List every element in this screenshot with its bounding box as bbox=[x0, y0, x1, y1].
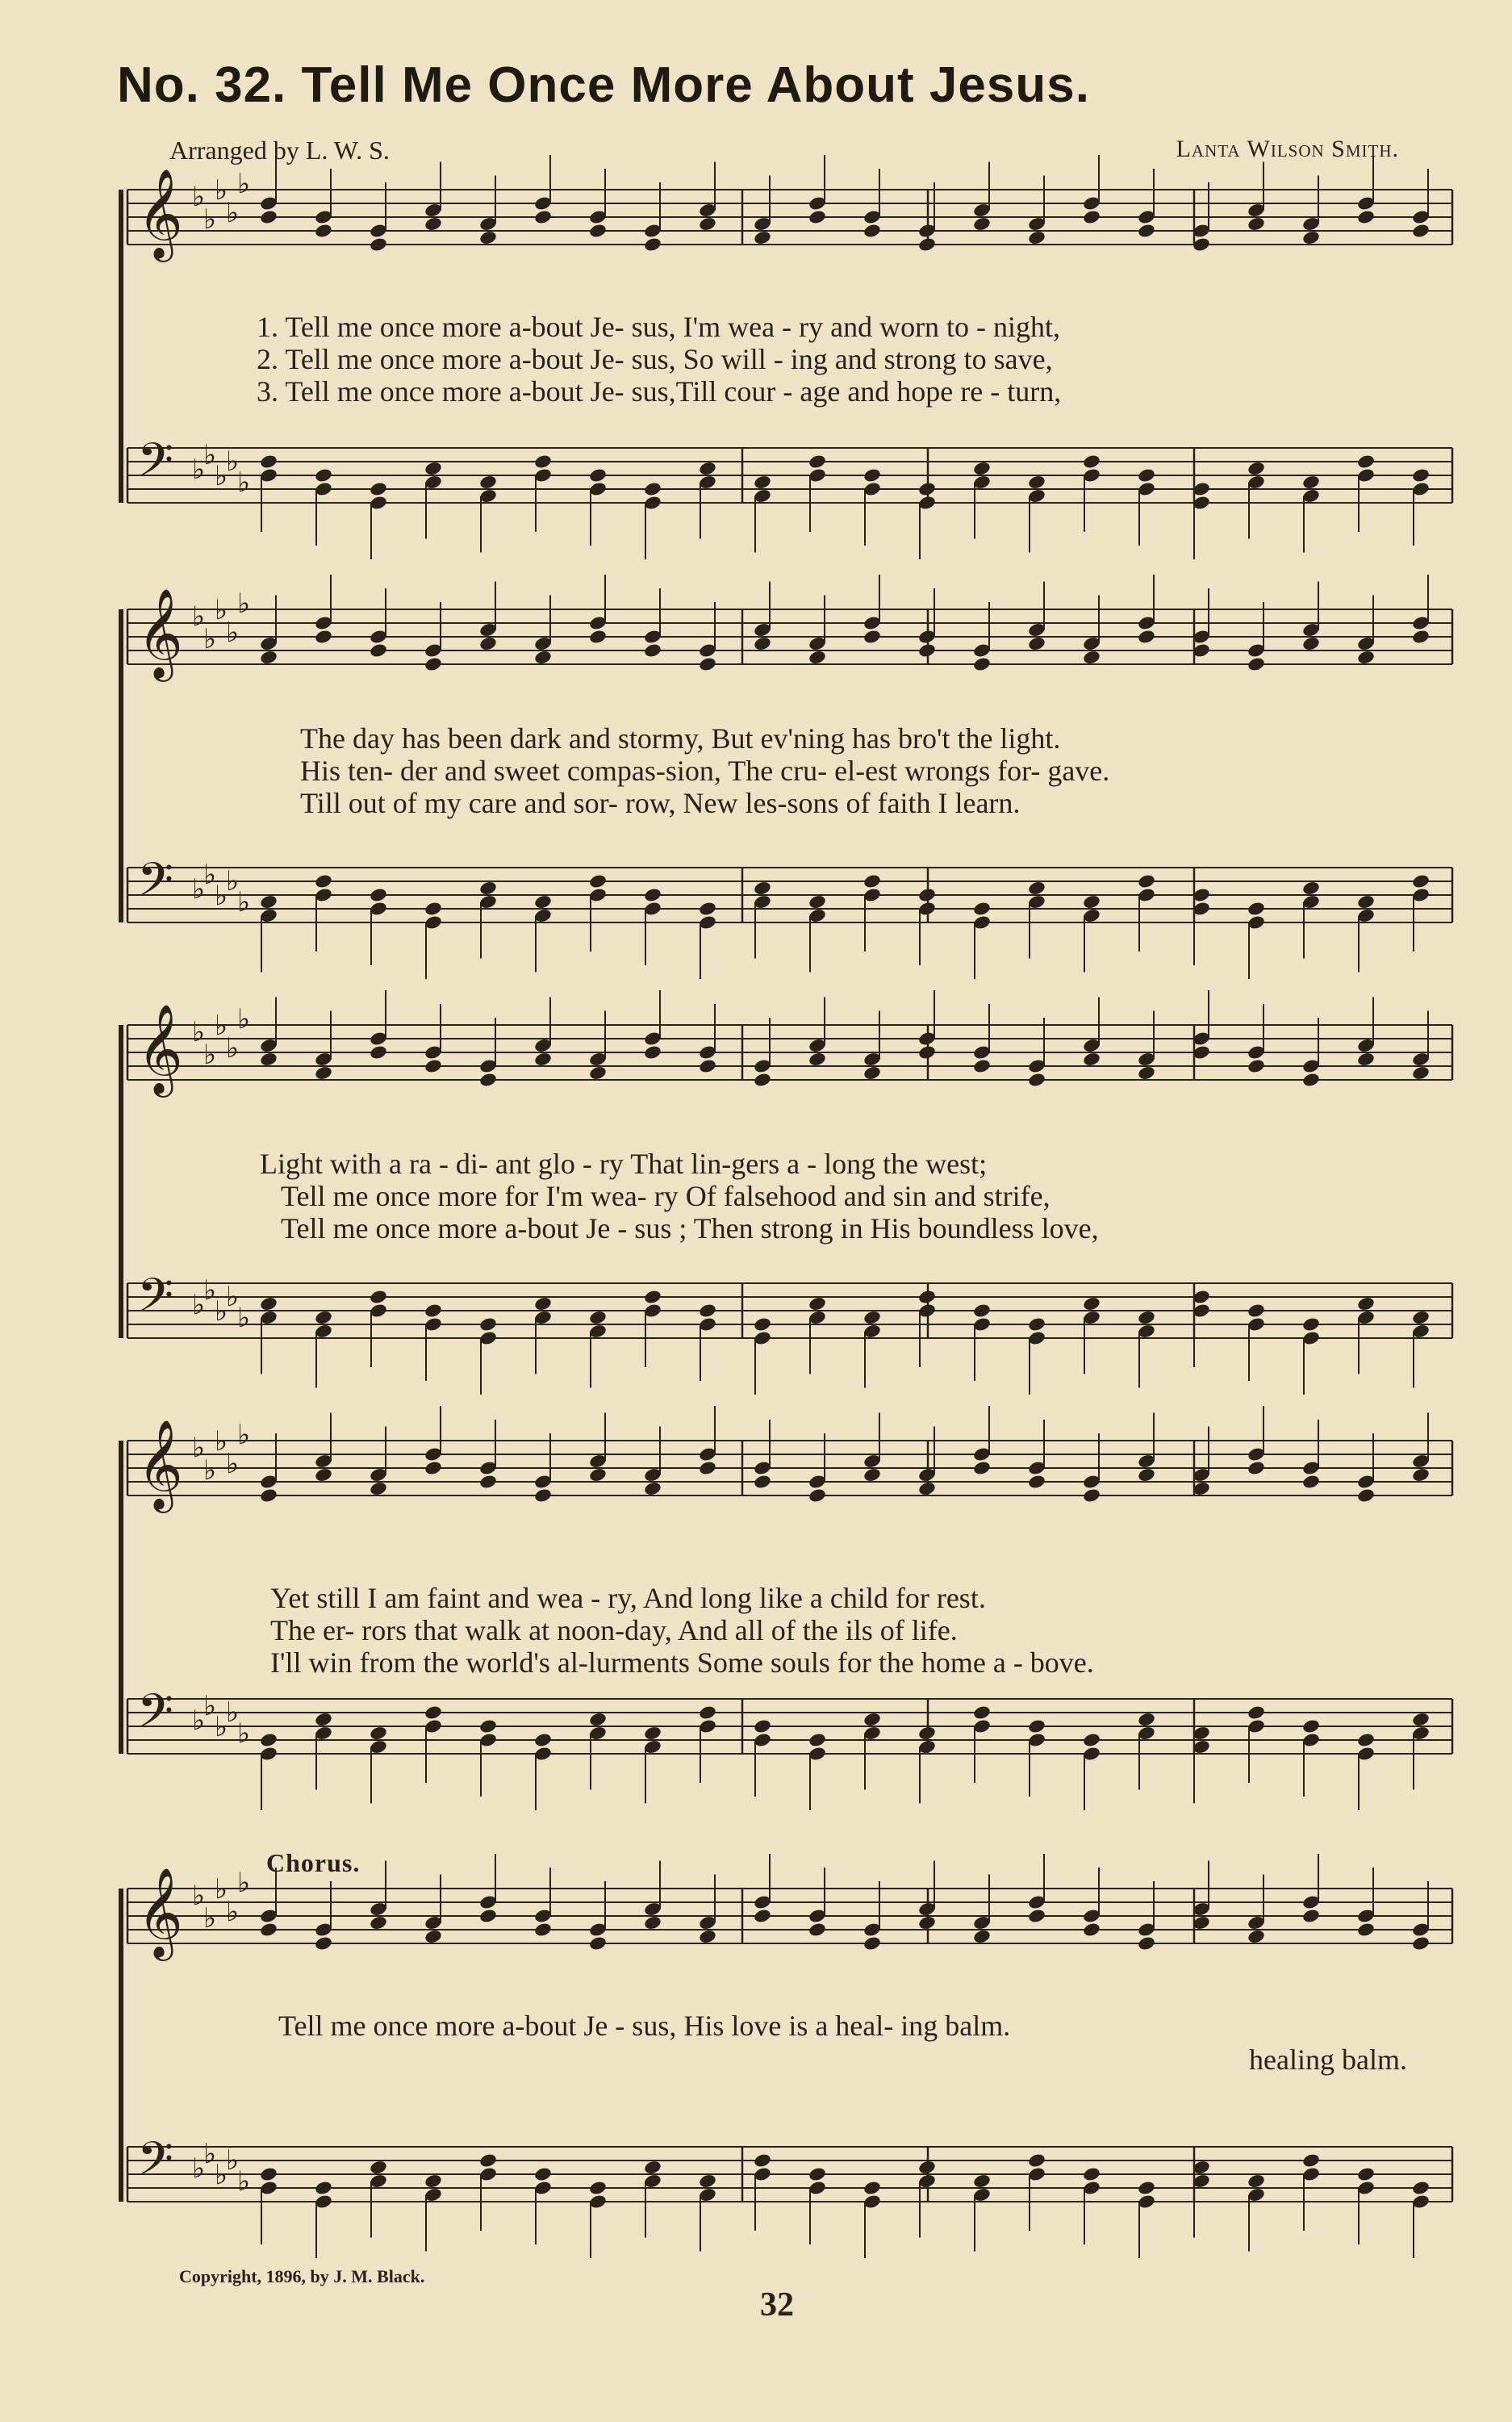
flat-icon: ♭ bbox=[237, 1302, 251, 1334]
copyright-notice: Copyright, 1896, by J. M. Black. bbox=[179, 2266, 425, 2286]
bass-clef-icon: 𝄢 bbox=[137, 1684, 174, 1750]
note-icon bbox=[533, 894, 553, 910]
treble-clef-icon: 𝄞 bbox=[137, 588, 183, 678]
flat-icon: ♭ bbox=[226, 1696, 240, 1729]
note-icon bbox=[259, 1487, 278, 1504]
note-icon bbox=[1027, 881, 1046, 897]
note-icon bbox=[424, 656, 443, 672]
note-icon bbox=[972, 1929, 992, 1945]
note-icon bbox=[698, 461, 717, 477]
note-icon bbox=[259, 1922, 278, 1938]
note-icon bbox=[1082, 454, 1101, 470]
note-icon bbox=[1137, 1712, 1156, 1728]
note-icon bbox=[917, 887, 937, 903]
bass-clef-icon: 𝄢 bbox=[137, 2131, 174, 2198]
flat-icon: ♭ bbox=[226, 1032, 240, 1065]
music-system-3 bbox=[121, 1003, 1460, 1372]
note-icon bbox=[863, 467, 882, 483]
note-icon bbox=[424, 901, 443, 917]
note-icon bbox=[478, 1316, 498, 1332]
note-icon bbox=[1027, 636, 1046, 652]
note-icon bbox=[314, 629, 333, 645]
note-icon bbox=[533, 650, 553, 666]
note-icon bbox=[533, 1732, 553, 1748]
flat-icon: ♭ bbox=[237, 1717, 251, 1750]
note-icon bbox=[588, 1065, 608, 1081]
note-icon bbox=[1137, 629, 1156, 645]
note-icon bbox=[478, 881, 498, 897]
note-icon bbox=[863, 1310, 882, 1326]
note-icon bbox=[1411, 2180, 1431, 2196]
note-icon bbox=[643, 1044, 662, 1060]
note-icon bbox=[369, 887, 388, 903]
note-icon bbox=[917, 236, 937, 253]
note-icon bbox=[753, 881, 772, 897]
note-icon bbox=[1301, 1316, 1321, 1332]
flat-icon: ♭ bbox=[203, 1902, 217, 1935]
note-icon bbox=[698, 1058, 717, 1074]
note-icon bbox=[1247, 1303, 1266, 1319]
note-icon bbox=[1301, 636, 1321, 652]
flat-icon: ♭ bbox=[192, 873, 206, 906]
note-icon bbox=[478, 636, 498, 652]
note-icon bbox=[698, 2173, 717, 2190]
lyric-verse-2: 2. Tell me once more a-bout Je- sus, So will - ing and strong to save, bbox=[257, 343, 1053, 375]
flat-icon: ♭ bbox=[192, 1289, 206, 1321]
note-icon bbox=[1301, 230, 1321, 246]
note-icon bbox=[1411, 1467, 1431, 1483]
note-icon bbox=[259, 1052, 278, 1068]
note-icon bbox=[1301, 1072, 1321, 1088]
note-icon bbox=[314, 1065, 333, 1081]
note-icon bbox=[863, 1467, 882, 1483]
lyric-verse-3: Till out of my care and sor- row, New les-sons of faith I learn. bbox=[300, 787, 1021, 819]
note-icon bbox=[1411, 1310, 1431, 1326]
note-icon bbox=[478, 1474, 498, 1490]
note-icon bbox=[1027, 1718, 1046, 1734]
note-icon bbox=[1247, 656, 1266, 672]
note-icon bbox=[588, 1935, 608, 1951]
note-icon bbox=[863, 629, 882, 645]
note-icon bbox=[972, 461, 992, 477]
note-icon bbox=[369, 1289, 388, 1305]
note-icon bbox=[533, 1052, 553, 1068]
author-credit: Lanta Wilson Smith. bbox=[1176, 136, 1399, 162]
treble-clef-icon: 𝄞 bbox=[137, 1867, 183, 1957]
arranger-credit: Arranged by L. W. S. bbox=[169, 136, 390, 165]
note-icon bbox=[588, 1712, 608, 1728]
note-icon bbox=[1082, 1732, 1101, 1748]
note-icon bbox=[643, 887, 662, 903]
flat-icon: ♭ bbox=[192, 1880, 206, 1912]
note-icon bbox=[643, 642, 662, 659]
note-icon bbox=[369, 1481, 388, 1497]
note-icon bbox=[1356, 1052, 1376, 1068]
flat-icon: ♭ bbox=[226, 1448, 240, 1480]
note-icon bbox=[863, 2180, 882, 2196]
note-icon bbox=[533, 454, 553, 470]
lyric-verse-1: Light with a ra - di- ant glo - ry That lin-gers a - long the west; bbox=[260, 1148, 988, 1180]
note-icon bbox=[1027, 230, 1046, 246]
note-icon bbox=[1356, 650, 1376, 666]
note-icon bbox=[1082, 894, 1101, 910]
note-icon bbox=[1301, 1908, 1321, 1924]
note-icon bbox=[1082, 1296, 1101, 1312]
note-icon bbox=[533, 2166, 553, 2182]
note-icon bbox=[1247, 216, 1266, 232]
note-icon bbox=[808, 1732, 827, 1748]
note-icon bbox=[1301, 1718, 1321, 1734]
flat-icon: ♭ bbox=[237, 588, 251, 620]
note-icon bbox=[424, 216, 443, 232]
flat-icon: ♭ bbox=[226, 865, 240, 897]
lyric-chorus-bass: healing balm. bbox=[1249, 2043, 1407, 2076]
note-icon bbox=[808, 894, 827, 910]
note-icon bbox=[1247, 2173, 1266, 2190]
lyric-verse-2: The er- rors that walk at noon-day, And all of the ils of life. bbox=[270, 1614, 958, 1646]
note-icon bbox=[314, 2180, 333, 2196]
note-icon bbox=[259, 650, 278, 666]
note-icon bbox=[1411, 629, 1431, 645]
note-icon bbox=[314, 1310, 333, 1326]
note-icon bbox=[1137, 873, 1156, 889]
note-icon bbox=[643, 2160, 662, 2176]
treble-clef-icon: 𝄞 bbox=[137, 1419, 183, 1509]
note-icon bbox=[1356, 454, 1376, 470]
note-icon bbox=[808, 454, 827, 470]
note-icon bbox=[972, 1705, 992, 1721]
note-icon bbox=[1082, 650, 1101, 666]
note-icon bbox=[259, 1296, 278, 1312]
flat-icon: ♭ bbox=[226, 197, 240, 229]
flat-icon: ♭ bbox=[192, 2152, 206, 2185]
note-icon bbox=[643, 1289, 662, 1305]
note-icon bbox=[808, 1052, 827, 1068]
note-icon bbox=[588, 1467, 608, 1483]
note-icon bbox=[1137, 2180, 1156, 2196]
note-icon bbox=[698, 1929, 717, 1945]
note-icon bbox=[478, 230, 498, 246]
note-icon bbox=[753, 1316, 772, 1332]
note-icon bbox=[588, 629, 608, 645]
note-icon bbox=[1411, 1935, 1431, 1951]
note-icon bbox=[369, 1915, 388, 1931]
note-icon bbox=[1137, 1467, 1156, 1483]
note-icon bbox=[478, 2152, 498, 2169]
note-icon bbox=[478, 1718, 498, 1734]
note-icon bbox=[1247, 1460, 1266, 1476]
note-icon bbox=[478, 1908, 498, 1924]
note-icon bbox=[259, 1732, 278, 1748]
flat-icon: ♭ bbox=[192, 600, 206, 633]
flat-icon: ♭ bbox=[215, 1295, 228, 1328]
note-icon bbox=[259, 209, 278, 225]
note-icon bbox=[643, 1726, 662, 1742]
note-icon bbox=[424, 2173, 443, 2190]
flat-icon: ♭ bbox=[237, 168, 251, 200]
flat-icon: ♭ bbox=[215, 880, 228, 912]
lyric-verse-1: The day has been dark and stormy, But ev'ning has bro't the light. bbox=[300, 722, 1061, 755]
note-icon bbox=[753, 1474, 772, 1490]
note-icon bbox=[643, 1481, 662, 1497]
flat-icon: ♭ bbox=[237, 1419, 251, 1451]
chorus-label: Chorus. bbox=[266, 1848, 361, 1877]
note-icon bbox=[259, 2166, 278, 2182]
note-icon bbox=[1137, 467, 1156, 483]
note-icon bbox=[259, 454, 278, 470]
note-icon bbox=[698, 1303, 717, 1319]
note-icon bbox=[1027, 1072, 1046, 1088]
lyric-verse-3: 3. Tell me once more a-bout Je- sus,Till cour - age and hope re - turn, bbox=[257, 375, 1062, 408]
note-icon bbox=[1027, 475, 1046, 491]
note-icon bbox=[808, 1922, 827, 1938]
note-icon bbox=[1411, 1065, 1431, 1081]
note-icon bbox=[533, 1487, 553, 1504]
flat-icon: ♭ bbox=[237, 2165, 251, 2198]
flat-icon: ♭ bbox=[226, 445, 240, 478]
note-icon bbox=[369, 481, 388, 497]
note-icon bbox=[753, 1072, 772, 1088]
note-icon bbox=[698, 1460, 717, 1476]
flat-icon: ♭ bbox=[226, 1896, 240, 1928]
note-icon bbox=[533, 1296, 553, 1312]
page-number: 32 bbox=[760, 2286, 794, 2324]
note-icon bbox=[917, 1044, 937, 1060]
hymn-title: No. 32. Tell Me Once More About Jesus. bbox=[117, 57, 1090, 113]
note-icon bbox=[588, 467, 608, 483]
bass-clef-icon: 𝄢 bbox=[137, 433, 174, 499]
note-icon bbox=[1137, 1310, 1156, 1326]
note-icon bbox=[314, 467, 333, 483]
note-icon bbox=[424, 1303, 443, 1319]
note-icon bbox=[972, 901, 992, 917]
flat-icon: ♭ bbox=[203, 439, 217, 471]
note-icon bbox=[1247, 1705, 1266, 1721]
note-icon bbox=[753, 2152, 772, 2169]
flat-icon: ♭ bbox=[203, 859, 217, 891]
staff-graphics bbox=[121, 1848, 1460, 2236]
note-icon bbox=[863, 223, 882, 239]
flat-icon: ♭ bbox=[226, 617, 240, 649]
note-icon bbox=[1301, 1474, 1321, 1490]
note-icon bbox=[917, 1481, 937, 1497]
note-icon bbox=[1356, 1296, 1376, 1312]
note-icon bbox=[424, 1058, 443, 1074]
flat-icon: ♭ bbox=[226, 2144, 240, 2177]
note-icon bbox=[424, 461, 443, 477]
note-icon bbox=[1137, 1065, 1156, 1081]
note-icon bbox=[1247, 901, 1266, 917]
flat-icon: ♭ bbox=[215, 2159, 228, 2191]
note-icon bbox=[1137, 223, 1156, 239]
note-icon bbox=[808, 1296, 827, 1312]
note-icon bbox=[698, 901, 717, 917]
lyric-verse-1: 1. Tell me once more a-bout Je- sus, I'm wea - ry and worn to - night, bbox=[257, 311, 1061, 343]
note-icon bbox=[424, 1705, 443, 1721]
bass-clef-icon: 𝄢 bbox=[137, 1268, 174, 1334]
flat-icon: ♭ bbox=[237, 1003, 251, 1035]
lyric-verse-3: I'll win from the world's al-lurments Some souls for the home a - bove. bbox=[270, 1646, 1094, 1679]
note-icon bbox=[369, 1726, 388, 1742]
note-icon bbox=[808, 650, 827, 666]
flat-icon: ♭ bbox=[215, 1010, 228, 1042]
note-icon bbox=[424, 1460, 443, 1476]
note-icon bbox=[1027, 1474, 1046, 1490]
note-icon bbox=[1356, 1487, 1376, 1504]
note-icon bbox=[917, 2160, 937, 2176]
lyric-verse-1: Yet still I am faint and wea - ry, And long like a child for rest. bbox=[270, 1582, 986, 1614]
note-icon bbox=[588, 223, 608, 239]
note-icon bbox=[1082, 1922, 1101, 1938]
flat-icon: ♭ bbox=[215, 594, 228, 626]
note-icon bbox=[369, 642, 388, 659]
flat-icon: ♭ bbox=[215, 1711, 228, 1743]
note-icon bbox=[588, 2180, 608, 2196]
note-icon bbox=[808, 209, 827, 225]
note-icon bbox=[369, 236, 388, 253]
flat-icon: ♭ bbox=[203, 1274, 217, 1307]
note-icon bbox=[1411, 873, 1431, 889]
note-icon bbox=[863, 1935, 882, 1951]
treble-clef-icon: 𝄞 bbox=[137, 1003, 183, 1094]
note-icon bbox=[972, 1303, 992, 1319]
note-icon bbox=[808, 2166, 827, 2182]
flat-icon: ♭ bbox=[192, 1705, 206, 1737]
note-icon bbox=[698, 216, 717, 232]
note-icon bbox=[533, 209, 553, 225]
note-icon bbox=[698, 656, 717, 672]
note-icon bbox=[1301, 475, 1321, 491]
note-icon bbox=[588, 873, 608, 889]
note-icon bbox=[1027, 1908, 1046, 1924]
lyric-verse-2: His ten- der and sweet compas-sion, The cru- el-est wrongs for- gave. bbox=[300, 755, 1110, 787]
note-icon bbox=[972, 2173, 992, 2190]
flat-icon: ♭ bbox=[237, 466, 251, 499]
note-icon bbox=[1411, 223, 1431, 239]
note-icon bbox=[314, 1467, 333, 1483]
note-icon bbox=[369, 2160, 388, 2176]
note-icon bbox=[1356, 209, 1376, 225]
note-icon bbox=[1356, 1732, 1376, 1748]
note-icon bbox=[753, 230, 772, 246]
note-icon bbox=[1356, 894, 1376, 910]
note-icon bbox=[1356, 1922, 1376, 1938]
flat-icon: ♭ bbox=[215, 174, 228, 207]
note-icon bbox=[314, 223, 333, 239]
flat-icon: ♭ bbox=[215, 1873, 228, 1905]
note-icon bbox=[917, 642, 937, 659]
music-system-1 bbox=[121, 168, 1460, 537]
note-icon bbox=[1247, 1058, 1266, 1074]
note-icon bbox=[972, 656, 992, 672]
music-system-chorus bbox=[121, 1848, 1460, 2236]
note-icon bbox=[1411, 467, 1431, 483]
lyric-chorus: Tell me once more a-bout Je - sus, His love is a heal- ing balm. bbox=[278, 2010, 1011, 2042]
flat-icon: ♭ bbox=[192, 181, 206, 213]
note-icon bbox=[643, 481, 662, 497]
note-icon bbox=[533, 1922, 553, 1938]
note-icon bbox=[808, 1487, 827, 1504]
note-icon bbox=[917, 1726, 937, 1742]
note-icon bbox=[863, 873, 882, 889]
note-icon bbox=[1247, 1929, 1266, 1945]
flat-icon: ♭ bbox=[237, 1867, 251, 1899]
note-icon bbox=[424, 1929, 443, 1945]
note-icon bbox=[314, 873, 333, 889]
flat-icon: ♭ bbox=[226, 1281, 240, 1313]
note-icon bbox=[478, 1072, 498, 1088]
note-icon bbox=[1137, 1935, 1156, 1951]
note-icon bbox=[1082, 209, 1101, 225]
note-icon bbox=[643, 236, 662, 253]
note-icon bbox=[314, 1935, 333, 1951]
note-icon bbox=[972, 1058, 992, 1074]
note-icon bbox=[1411, 1712, 1431, 1728]
note-icon bbox=[1082, 1487, 1101, 1504]
note-icon bbox=[753, 475, 772, 491]
flat-icon: ♭ bbox=[192, 1432, 206, 1464]
note-icon bbox=[753, 1718, 772, 1734]
note-icon bbox=[1356, 2166, 1376, 2182]
note-icon bbox=[917, 1289, 937, 1305]
music-system-2 bbox=[121, 588, 1460, 956]
note-icon bbox=[917, 481, 937, 497]
note-icon bbox=[917, 1915, 937, 1931]
flat-icon: ♭ bbox=[203, 2138, 217, 2170]
note-icon bbox=[863, 1065, 882, 1081]
note-icon bbox=[753, 1908, 772, 1924]
note-icon bbox=[588, 1310, 608, 1326]
note-icon bbox=[1301, 2152, 1321, 2169]
note-icon bbox=[314, 1712, 333, 1728]
note-icon bbox=[259, 894, 278, 910]
note-icon bbox=[863, 1712, 882, 1728]
flat-icon: ♭ bbox=[192, 1016, 206, 1048]
note-icon bbox=[1027, 1316, 1046, 1332]
flat-icon: ♭ bbox=[237, 886, 251, 918]
note-icon bbox=[1301, 881, 1321, 897]
note-icon bbox=[698, 1705, 717, 1721]
flat-icon: ♭ bbox=[203, 203, 217, 236]
flat-icon: ♭ bbox=[203, 1039, 217, 1071]
flat-icon: ♭ bbox=[203, 1690, 217, 1722]
note-icon bbox=[643, 1915, 662, 1931]
lyric-verse-2: Tell me once more for I'm wea- ry Of falsehood and sin and strife, bbox=[281, 1180, 1050, 1212]
note-icon bbox=[753, 636, 772, 652]
flat-icon: ♭ bbox=[215, 460, 228, 492]
note-icon bbox=[1082, 2166, 1101, 2182]
music-system-4 bbox=[121, 1419, 1460, 1788]
note-icon bbox=[972, 1460, 992, 1476]
flat-icon: ♭ bbox=[203, 623, 217, 655]
treble-clef-icon: 𝄞 bbox=[137, 168, 183, 258]
bass-clef-icon: 𝄢 bbox=[137, 852, 174, 918]
flat-icon: ♭ bbox=[215, 1425, 228, 1458]
note-icon bbox=[369, 1044, 388, 1060]
flat-icon: ♭ bbox=[203, 1454, 217, 1487]
flat-icon: ♭ bbox=[192, 454, 206, 486]
note-icon bbox=[1082, 1052, 1101, 1068]
note-icon bbox=[1027, 2152, 1046, 2169]
note-icon bbox=[1247, 461, 1266, 477]
note-icon bbox=[478, 475, 498, 491]
lyric-verse-3: Tell me once more a-bout Je - sus ; Then strong in His boundless love, bbox=[281, 1212, 1099, 1244]
note-icon bbox=[972, 216, 992, 232]
